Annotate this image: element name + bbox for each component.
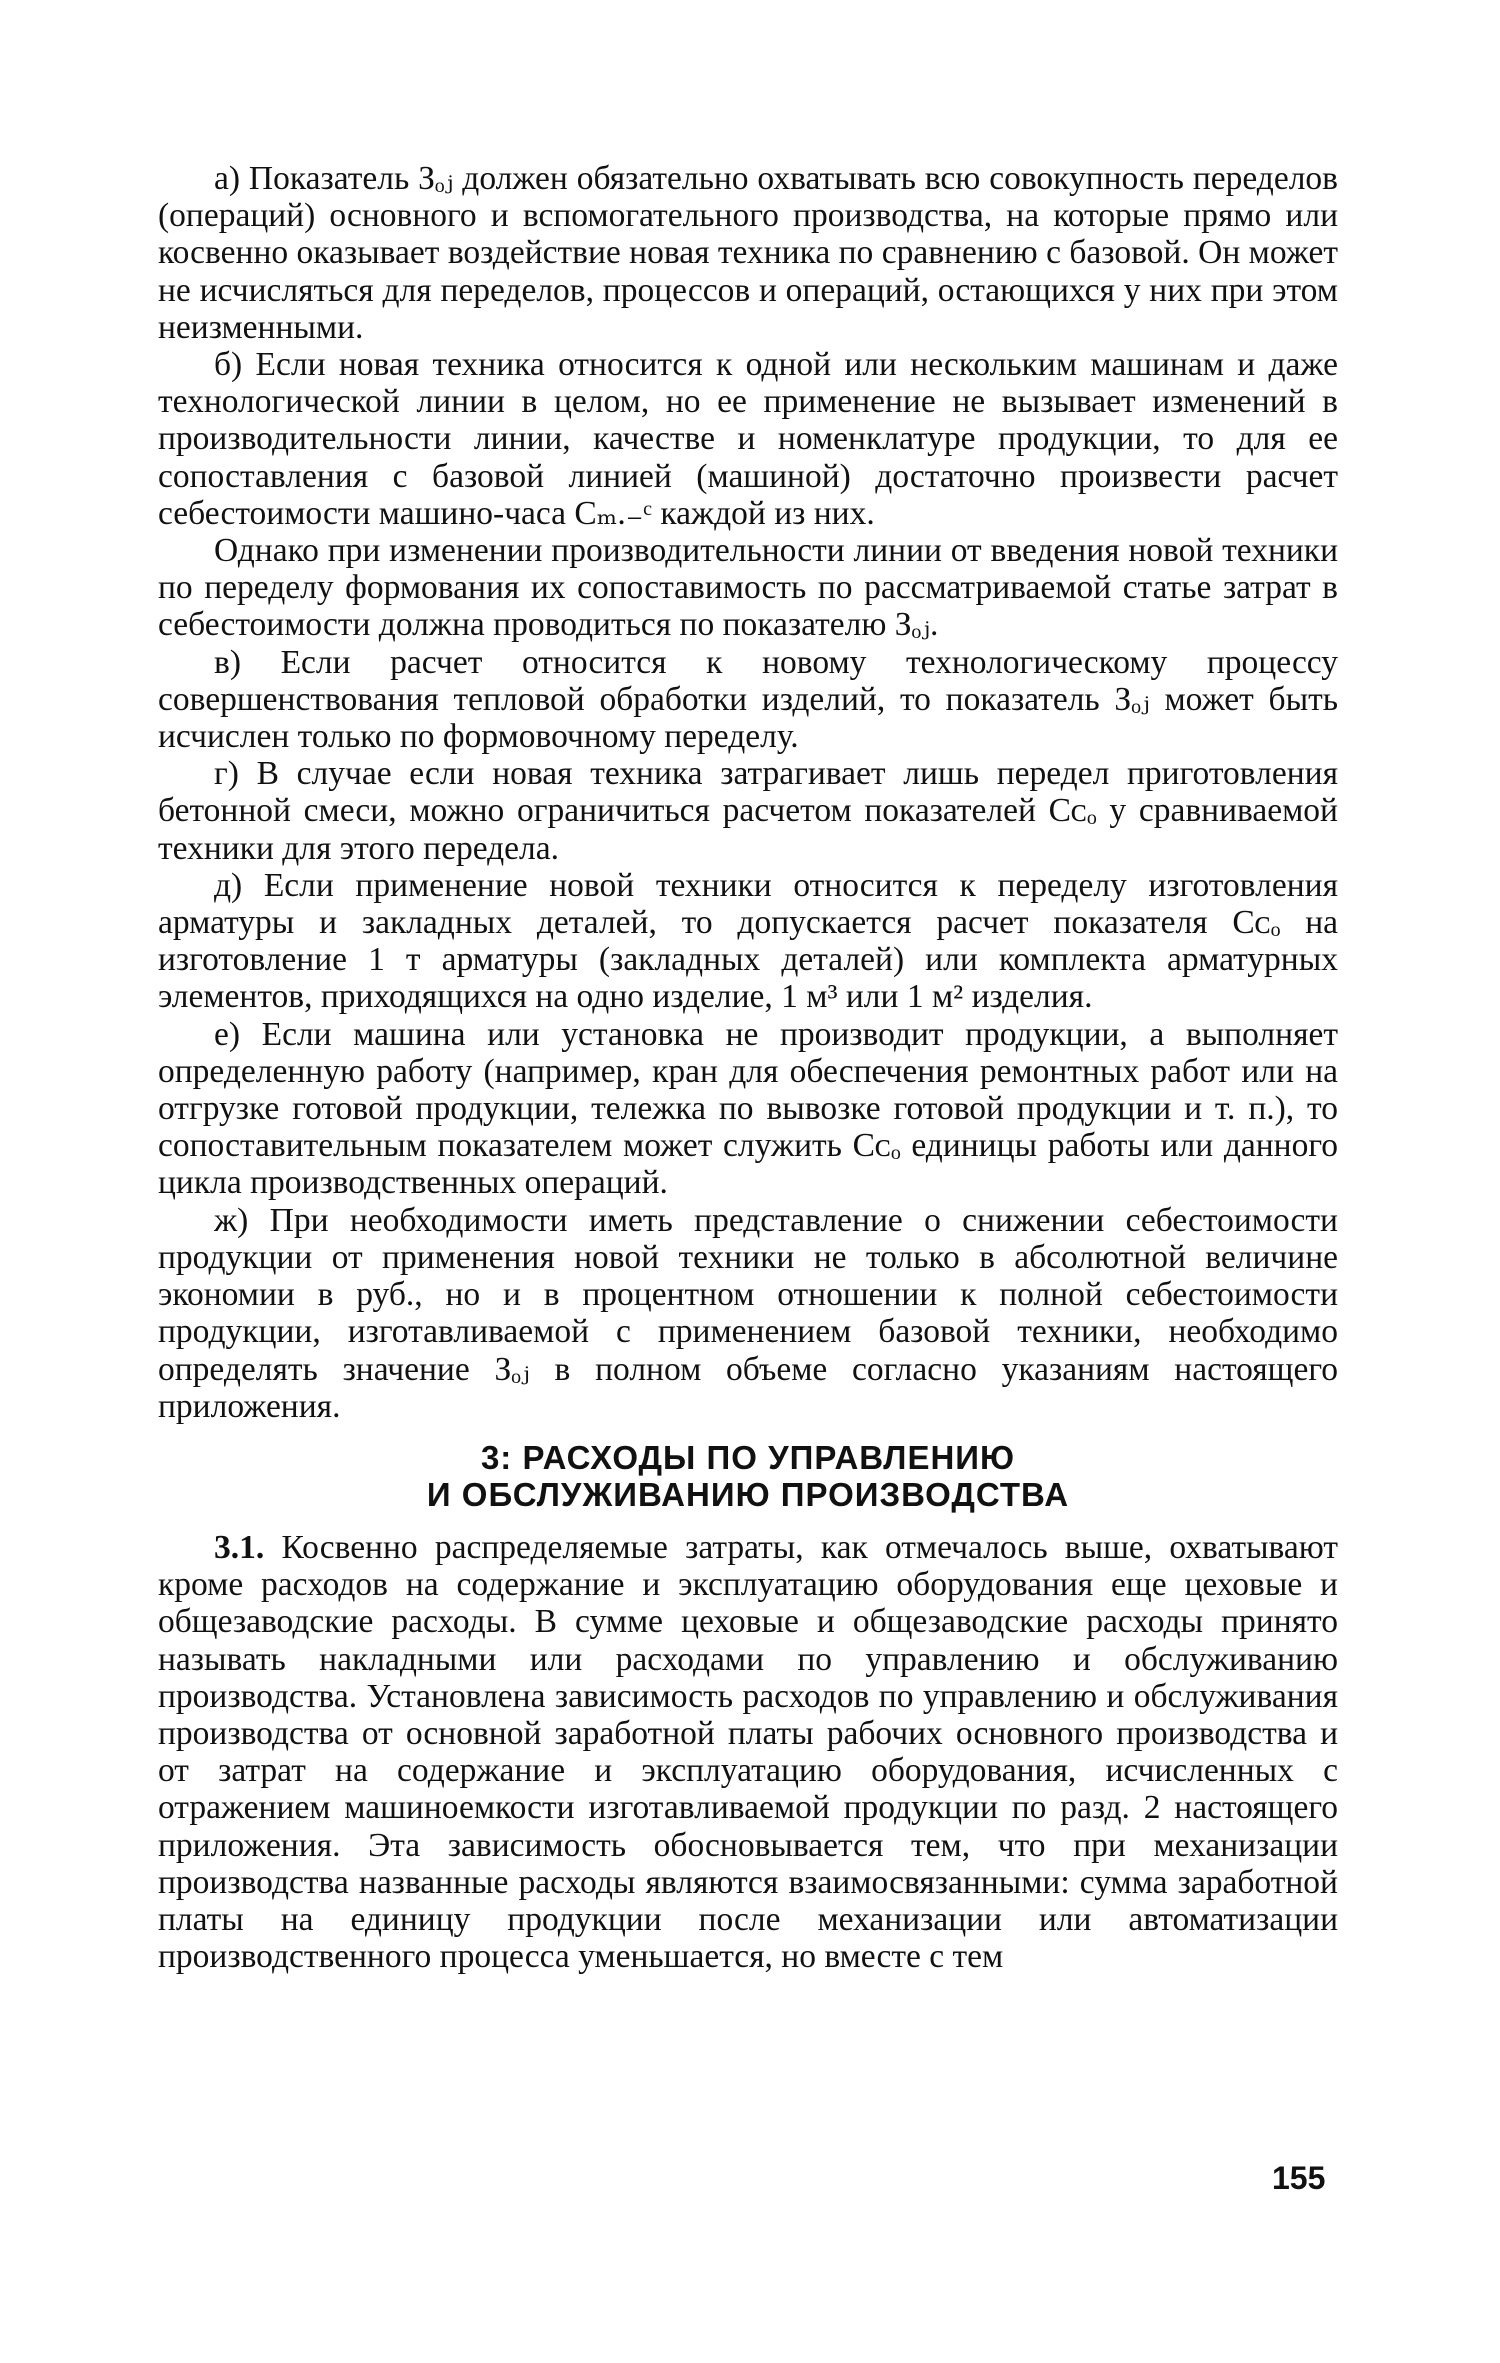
paragraph-b: б) Если новая техника относится к одной или нескольким машинам и даже технологической линии в целом, но ее применение не вызывает изменений в производительности линии, качестве и номенклатуре продукции, то для ее сопоставления с базовой линией (машиной) достаточно произвести расчет себестоимости машино-часа Cₘ.₋ᶜ каждой из них. xyxy=(158,346,1338,532)
item-number: 3.1. xyxy=(214,1528,265,1566)
section-heading-line-1: 3: РАСХОДЫ ПО УПРАВЛЕНИЮ xyxy=(480,1438,1016,1476)
paragraph-e: е) Если машина или установка не производит продукции, а выполняет определенную работу (например, кран для обеспечения ремонтных работ или на отгрузке готовой продукции, тележка по вывозке готовой продукции и т. п.), то сопоставительным показателем может служить Сᴄₒ единицы работы или данного цикла производственных операций. xyxy=(158,1015,1338,1202)
page-body xyxy=(158,160,1338,1975)
paragraph-d: д) Если применение новой техники относится к переделу изготовления арматуры и закладных деталей, то допускается расчет показателя Сᴄₒ на изготовление 1 т арматуры (закладных деталей) или комплекта арматурных элементов, приходящихся на одно изделие, 1 м³ или 1 м² изделия. xyxy=(158,866,1338,1016)
paragraph-a: а) Показатель Зₒⱼ должен обязательно охватывать всю совокупность переделов (операций) основного и вспомогательного производства, на которые прямо или косвенно оказывает воздействие новая техника по сравнению с базовой. Он может не исчисляться для переделов, процессов и операций, остающихся у них при этом неизменными. xyxy=(158,160,1338,346)
section-heading-line-2: И ОБСЛУЖИВАНИЮ ПРОИЗВОДСТВА xyxy=(426,1475,1070,1513)
section-heading xyxy=(158,1439,1338,1513)
paragraph-b-note: Однако при изменении производительности линии от введения новой техники по переделу формования их сопоставимость по рассматриваемой статье затрат в себестоимости должна проводиться по показателю Зₒⱼ. xyxy=(158,532,1338,644)
page-number: 155 xyxy=(1272,2160,1326,2196)
item-text: Косвенно распределяемые затраты, как отмечалось выше, охватывают кроме расходов на содержание и эксплуатацию оборудования еще цеховые и общезаводские расходы. В сумме цеховые и общезаводские расходы принято называть накладными или расходами по управлению и обслуживанию производства. Установлена зависимость расходов по управлению и обслуживания производства от основной заработной платы рабочих основного производства и от затрат на содержание и эксплуатацию оборудования, исчисленных с отражением машиноемкости изготавливаемой продукции по разд. 2 настоящего приложения. Эта зависимость обосновывается тем, что при механизации производства названные расходы являются взаимосвязанными: сумма заработной платы на единицу продукции после механизации или автоматизации производственного процесса уменьшается, но вместе с тем xyxy=(158,1528,1338,1976)
paragraph-v: в) Если расчет относится к новому технологическому процессу совершенствования тепловой обработки изделий, то показатель Зₒⱼ может быть исчислен только по формовочному переделу. xyxy=(158,643,1338,756)
paragraph-g: г) В случае если новая техника затрагивает лишь передел приготовления бетонной смеси, можно ограничиться расчетом показателей Сᴄₒ у сравниваемой техники для этого передела. xyxy=(158,755,1338,867)
paragraph-zh: ж) При необходимости иметь представление о снижении себестоимости продукции от применения новой техники не только в абсолютной величине экономии в руб., но и в процентном отношении к полной себестоимости продукции, изготавливаемой с применением базовой техники, необходимо определять значение Зₒⱼ в полном объеме согласно указаниям настоящего приложения. xyxy=(158,1201,1338,1425)
section-paragraph-3-1 xyxy=(158,1529,1338,1975)
